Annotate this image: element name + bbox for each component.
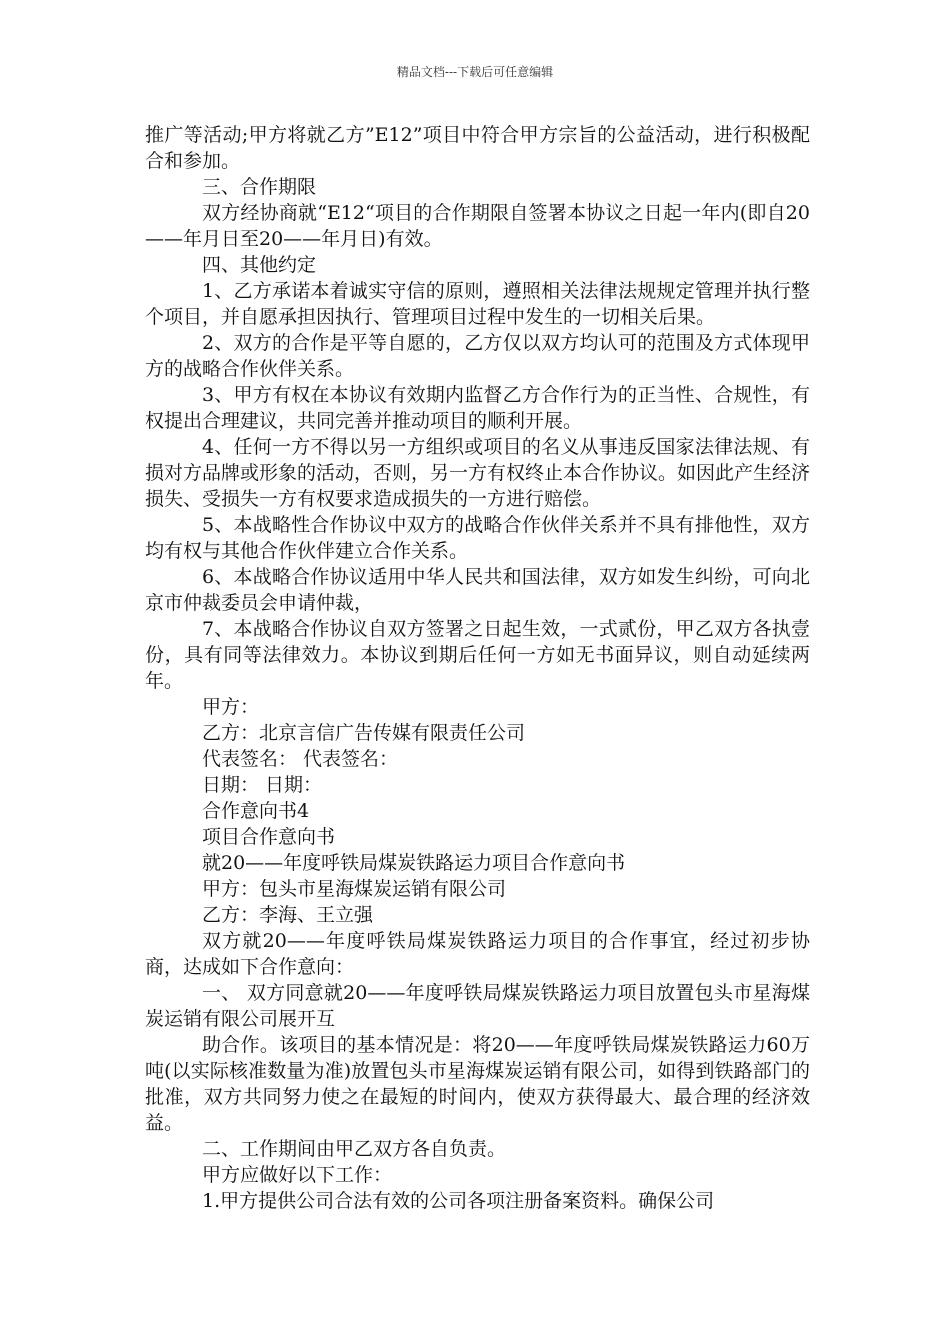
party-a-line: 甲方： xyxy=(202,696,260,718)
intent-2: 二、工作期间由甲乙双方各自负责。 xyxy=(202,1138,507,1160)
clause-4: 4、任何一方不得以另一方组织或项目的名义从事违反国家法律法规、有损对方品牌或形象的活动，否则，另一方有权终止本合作协议。如因此产生经济损失、受损失一方有权要求造成损失的一方进行赔偿。 xyxy=(145,436,811,510)
party-a-company: 甲方：包头市星海煤炭运销有限公司 xyxy=(202,878,507,900)
paragraph-term: 双方经协商就“E12“项目的合作期限自签署本协议之日起一年内(即自20——年月日至20——年月日)有效。 xyxy=(145,202,810,250)
intent-1-continued: 助合作。该项目的基本情况是：将20——年度呼铁局煤炭铁路运力60万吨(以实际核准数量为准)放置包头市星海煤炭运销有限公司，如得到铁路部门的批准，双方共同努力使之在最短的时间内，使双方获得最大、最合理的经济效益。 xyxy=(145,1034,810,1134)
clause-6: 6、本战略合作协议适用中华人民共和国法律，双方如发生纠纷，可向北京市仲裁委员会申请仲裁， xyxy=(145,566,810,614)
page-header: 精品文档---下载后可任意编辑 xyxy=(396,65,554,79)
section-heading-term: 三、合作期限 xyxy=(202,176,317,198)
party-a-duty-1: 1.甲方提供公司合法有效的公司各项注册备案资料。确保公司 xyxy=(202,1190,715,1212)
date-line: 日期： 日期： xyxy=(202,774,323,796)
intent-1: 一、 双方同意就20——年度呼铁局煤炭铁路运力项目放置包头市星海煤炭运销有限公司展开互 xyxy=(145,982,810,1030)
party-b-line: 乙方：北京言信广告传媒有限责任公司 xyxy=(202,722,526,744)
clause-1: 1、乙方承诺本着诚实守信的原则，遵照相关法律法规规定管理并执行整个项目，并自愿承担因执行、管理项目过程中发生的一切相关后果。 xyxy=(145,280,810,328)
clause-7: 7、本战略合作协议自双方签署之日起生效，一式贰份，甲乙双方各执壹份，具有同等法律效力。本协议到期后任何一方如无书面异议，则自动延续两年。 xyxy=(145,618,810,692)
clause-3: 3、甲方有权在本协议有效期内监督乙方合作行为的正当性、合规性，有权提出合理建议，共同完善并推动项目的顺利开展。 xyxy=(145,384,810,432)
doc-title: 项目合作意向书 xyxy=(202,826,336,848)
section-heading-other: 四、其他约定 xyxy=(202,254,317,276)
clause-5: 5、本战略性合作协议中双方的战略合作伙伴关系并不具有排他性，双方均有权与其他合作伙伴建立合作关系。 xyxy=(145,514,810,562)
clause-2: 2、双方的合作是平等自愿的，乙方仅以双方均认可的范围及方式体现甲方的战略合作伙伴关系。 xyxy=(145,332,810,380)
paragraph-1: 推广等活动;甲方将就乙方”E12”项目中符合甲方宗旨的公益活动，进行积极配合和参加。 xyxy=(145,124,810,172)
party-a-duties-heading: 甲方应做好以下工作： xyxy=(202,1164,393,1186)
section-title-4: 合作意向书4 xyxy=(202,800,310,822)
party-b-names: 乙方：李海、王立强 xyxy=(202,904,374,926)
doc-subtitle: 就20——年度呼铁局煤炭铁路运力项目合作意向书 xyxy=(202,852,626,874)
intro-paragraph: 双方就20——年度呼铁局煤炭铁路运力项目的合作事宜，经过初步协商，达成如下合作意向： xyxy=(145,930,810,978)
signature-line: 代表签名： 代表签名： xyxy=(202,748,399,770)
document-body xyxy=(145,122,810,1214)
